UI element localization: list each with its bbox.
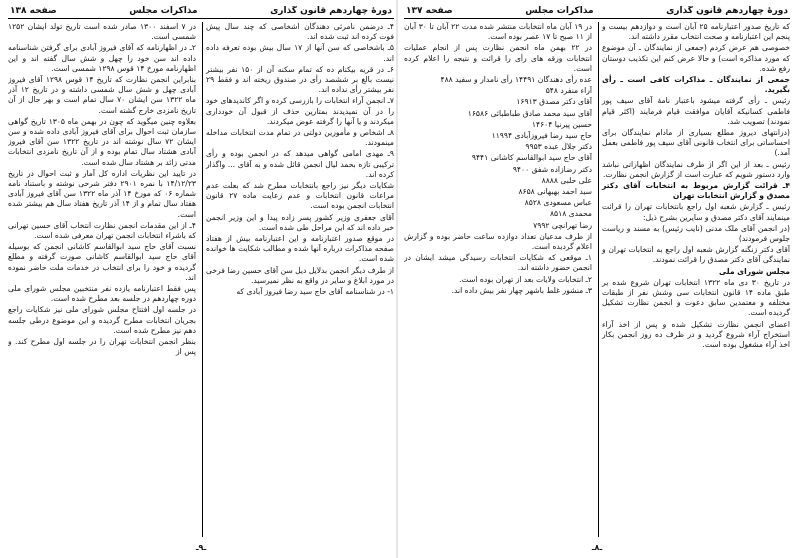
left-page-column-right <box>202 22 394 537</box>
paragraph: که تاریخ صدور اعتبارنامه ۲۵ آبان است و دوازدهم بیست و پنجم این اعتبارنامه و صحت انتخاب مقرر داشته اند. <box>602 22 790 42</box>
paragraph: رئیس ـ بعد از این اگر از طرف نمایندگان اظهاراتی نباشد وارد دستور شویم که عبارت است از گزارش انجمن نظارت. <box>602 159 790 179</box>
left-page-header <box>8 6 394 19</box>
paragraph: ۴ـ قرائت گزارش مربوط به انتخابات آقای دکتر مصدق و گزارش انتخابات تهران <box>602 181 790 201</box>
paragraph: رئیس ـ گزارش شعبه اول راجع بانتخابات تهران را قرائت مینمایند آقای دکتر مصدق و سایرین بشرح ذیل: <box>602 202 790 222</box>
paragraph: آقای حاج سید ابوالقاسم کاشانی ۹۴۴۱ <box>471 153 592 163</box>
paragraph: عده رأی دهندگان ۱۴۴۹۱ رأی نامدار و سفید ۴۸۸ <box>440 75 592 85</box>
paragraph: (درانتهای دیروز مطلع بسیاری از مادام نمایندگان برای احساساتی برای انتخاب قانونی آقای سیف پور فاطمی بعمل آمد.) <box>602 128 790 158</box>
paragraph: ۴ـ درضمن نامرئی دهندگان اشخاصی که چند سال پیش فوت کرده اند ثبت شده اند. <box>206 22 394 42</box>
paragraph: ۲ـ در اظهارنامه که آقای فیروز آبادی برای گرفتن شناسنامه داده اند سن خود را چهل و شش سال گفته اند و این اظهارنامه مورخ ۱۴ قوس ۱۲۹۸ شمسی است. <box>8 43 196 73</box>
right-page-column-right <box>598 22 790 537</box>
paragraph: عباس مسعودی ۸۵۲۸ <box>524 198 592 208</box>
right-page <box>404 6 790 552</box>
paragraph: علی حلبی ۸۸۸۸ <box>541 175 592 185</box>
paragraph: خصوصی هم عرض کردم (جمعی از نمایندگان ـ آن موضوع که مورد مذاکره است) و حالا عرض کنم این تکذیب دوستان رفع شده. <box>602 43 790 73</box>
left-page-footer: ـ۹ـ <box>195 543 207 552</box>
left-header-page-number: صفحه ۱۳۸ <box>10 6 57 16</box>
paragraph: رئیس ـ رأی گرفته میشود باعتبار نامهٔ آقای سیف پور فاطمی کسانیکه آقایان موافقت قیام فرمایند (اکثر قیام نمودند) تصویب شد. <box>602 96 790 126</box>
paragraph: ۲ـ انتخابات ولایات بعد از تهران بوده است. <box>459 274 592 284</box>
page-gutter <box>396 0 398 558</box>
paragraph: ۸ـ اشخاص و مأمورین دولتی در تمام مدت انتخابات مداخله مینمودند. <box>206 128 394 148</box>
paragraph: پس فقط اعتبارنامه یازده نفر منتخبین مجلس شورای ملی دوره چهاردهم در جلسه بعد مطرح شده است. <box>8 284 196 304</box>
paragraph: بعلاوه چنین میگوید که چون در بهمن ماه ۱۳۰۵ تاریخ گواهی سازمان ثبت احوال برای آقای فیروز آبادی داده شده و سن ایشان ۷۲ سال نوشته اند در تاریخ ۱۳۲۲ سن آقای فیروز آبادی هشتاد سال تمام بوده و از آن تاریخ نامزدی انتخابات مدتی زائد بر هشتاد سال شده است. <box>8 116 196 167</box>
right-page-header <box>404 6 790 19</box>
paragraph: بنظر انجمن انتخابات تهران را در جلسه اول مطرح کند. و پس از <box>8 337 196 357</box>
paragraph: رضا تهرانچی ۷۹۹۲ <box>533 220 592 230</box>
paragraph: از طرف دیگر انجمن بدلایل دیل سن آقای حسین رضا فرخی در مورد ابلاغ و سایر در واقع به نظر نمیرسید. <box>206 265 394 285</box>
paragraph: در ۲۲ بهمن ماه انجمن نظارت پس از انجام عملیات انتخابات ورقه های رأی را قرائت و نتیجه را اعلام کرده است. <box>404 43 592 73</box>
paragraph: حسین پیرنیا ۱۴۶۰۴ <box>531 119 592 129</box>
paragraph: در ۷ اسفند ۱۳۰۰ صادر شده است تاریخ تولد ایشان ۱۲۵۲ شمسی است. <box>8 22 196 42</box>
paragraph: ۱ـ موقعی که شکایات انتخابات رسیدگی میشد ایشان در انجمن حضور داشته اند. <box>404 253 592 273</box>
paragraph: ۶ـ در قریه بیکنام ده که تمام سکنه آن از ۱۵۰ نفر بیشتر نیست بالغ بر ششصد رأی در صندوق ریخته اند و فقط ۲۹ نفر بیشتر رأی نداده اند. <box>206 64 394 95</box>
paragraph: حاج سید رضا فیروزآبادی ۱۱۹۹۴ <box>491 131 592 141</box>
left-page <box>8 6 394 552</box>
paragraph: از طرف مدعیان تعداد دوازده ساعت حاضر بوده و گزارش اعلام گردیده است. <box>404 231 592 252</box>
paragraph: سید احمد بهبهانی ۸۶۵۸ <box>518 187 592 197</box>
paragraph: (در انجمن آقای ملک مدنی (نایب رئیس) به مسند و ریاست جلوس فرمودند) <box>602 223 790 244</box>
paragraph: در تایید این نظریات اداره کل آمار و ثبت احوال در تاریخ ۱۴/۱۲/۲۳ با نمره ۲۹۰۱ دفتر شرحی نوشته و باستناد نامه شماره ۰۶ که مورخ ۱۴ آذر ماه ۱۳۲۲ سن آقای فیروز آبادی هفتاد سال تمام و از ۱۴ آذر تاریخ هفتاد سال هم بیشتر شده است. <box>8 168 196 219</box>
paragraph: اعضای انجمن نظارت تشکیل شده و پس از اخذ آراء استخراج آراء شروع گردید و در ظرف ده روز انجمن بکار اخذ آراء مشغول بوده است. <box>602 319 790 350</box>
paragraph: در جلسه اول افتتاح مجلس شورای ملی نیز شکایات راجع بجریان انتخابات مطرح گردیده و این موضوع درطی جلسه دهم نیز مطرح شده است. <box>8 305 196 335</box>
paragraph: محمدی ۸۵۱۸ <box>549 209 592 219</box>
paragraph: ۴ـ از این مقدمات انجمن نظارت انتخاب آقای حسین تهرانی که باشراء انتخابات انجمن تهران معرفی شده است. <box>8 220 196 241</box>
left-header-center: مذاکرات مجلس <box>129 6 198 16</box>
right-header-right: دورهٔ چهاردهم قانون گذاری <box>666 6 788 16</box>
paragraph: دکتر جلال عبده ۹۹۵۳ <box>525 142 592 152</box>
paragraph: در ۱۹ آبان ماه انتخابات منتشر شده مدت ۲۲ آبان تا ۳۰ آبان از ۱۱ صبح تا ۱۷ عصر بوده است. <box>404 22 592 42</box>
paragraph: مجلس شورای ملی <box>719 266 790 276</box>
paragraph: ۱- در شناسنامه آقای حاج سید رضا فیروز آبادی که <box>236 287 394 297</box>
left-header-right: دورهٔ چهاردهم قانون گذاری <box>270 6 392 16</box>
right-header-page-number: صفحه ۱۳۷ <box>406 6 453 16</box>
paragraph: در تاریخ ۳۰ دی ماه ۱۳۲۲ انتخابات تهران شروع شده بر طبق ماده ۱۴ قانون انتخابات سی وشش نفر از طبقات مختلفه و معتمدین سابق دعوت و انجمن نظارت تشکیل گردیده است. <box>602 277 790 318</box>
paragraph: آقای جعفری وزیر کشور پسر زاده پیدا و این وزیر انجمن خبر داده اند که این مراحل طی شده است. <box>206 212 394 232</box>
right-page-footer: ـ۸ـ <box>591 543 603 552</box>
paragraph: در موقع صدور اعتبارنامه و این اعتبارنامه بیش از هفتاد صفحه مذاکرات درباره آنها شده و مطالب شکایت ها خوانده شده است. <box>206 234 394 264</box>
paragraph: نسبت آقای حاج سید ابوالقاسم کاشانی انجمن که بوسیله آقای حاج سید ابوالقاسم کاشانی صورت گرفته و مطلع گردیده و خود را برای انتخاب در خدمات ملت حاضر نموده اند. <box>8 242 196 282</box>
left-page-column-left <box>8 22 196 537</box>
paragraph: آراء منفرد ۵۴۸ <box>545 86 592 96</box>
right-page-column-left <box>404 22 592 537</box>
paragraph: دکتر رضازاده شفق ۹۴۰۰ <box>512 164 592 174</box>
paragraph: ۵ـ باشخاصی که سن آنها از ۱۷ سال بیش بوده تعرفه داده اند. <box>206 43 394 63</box>
right-header-center: مذاکرات مجلس <box>525 6 594 16</box>
paragraph: بنابراین انجمن نظارت که تاریخ ۱۴ قوس ۱۲۹۸ آقای فیروز آبادی چهل و شش سال شمسی داشته و در تاریخ ۱۲ آذر ماه ۱۳۲۲ سن ایشان ۷۰ سال تمام است و بهر حال از آن تاریخ نامزدی خارج گشته است. <box>8 75 196 115</box>
paragraph: آقای دکتر مصدق ۱۶۹۱۳ <box>516 97 592 107</box>
paragraph: ۹ـ مهدی امامی گواهی میدهد که در انجمن بوده و رأی ترکیبی تازه بحمد لیال انجمن قائل شده و به آقای ... واگذار کرده اند. <box>206 149 394 179</box>
paragraph: ۳ـ منشور غلط باشهر چهار نفر بیش داده اند. <box>451 285 592 295</box>
paragraph: جمعی از نمایندگان ـ مذاکرات کافی است ـ رأی بگیرید. <box>602 75 790 95</box>
paragraph: آقای سید محمد صادق طباطبائی ۱۶۵۸۶ <box>467 108 592 118</box>
paragraph: آقای دکتر زنگنه گزارش شعبه اول راجع به انتخابات تهران و نمایندگی آقای دکتر مصدق را قرائت نمودند. <box>602 245 790 265</box>
paragraph: شکایات دیگر نیز راجع بانتخابات مطرح شد که بعلت عدم مراعات قانون انتخابات و عدم رعایت ماده ۲۷ قانون انتخابات انجمن بوده است. <box>206 181 394 211</box>
paragraph: ۷ـ انجمن آراء انتخابات را بازرسی کرده و اگر کاندیدهای خود را در آن نمیدیدند بمتارین حذف از قبول آن خودداری میکردند و یا آنها را گرفته عوض میکردند. <box>206 96 394 126</box>
